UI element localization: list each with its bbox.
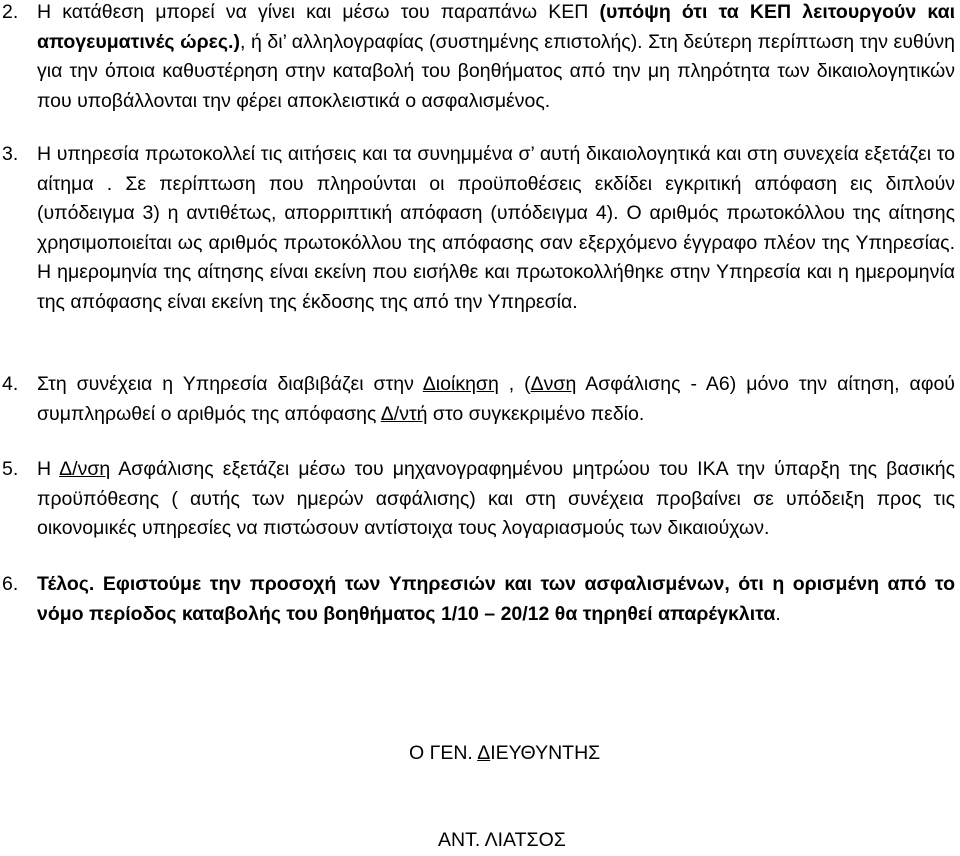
list-item-5 <box>0 455 955 544</box>
item-number: 4. <box>2 373 19 395</box>
item-text: Η κατάθεση μπορεί να γίνει και μέσω του παραπάνω ΚΕΠ <box>37 1 600 23</box>
list-item-3 <box>0 140 955 317</box>
signature-title-underlined: Δ <box>477 742 491 764</box>
item-bold-text: Τέλος. Εφιστούμε την προσοχή των Υπηρεσιών και των ασφαλισμένων, ότι η ορισμένη από το νόμο περίοδος καταβολής του βοηθήματος 1/10 – 20/12 θα τηρηθεί απαρέγκλιτα <box>37 573 955 625</box>
signature-title-text <box>409 739 600 769</box>
item-number: 6. <box>2 573 19 595</box>
item-bold-text: (υπόψη ότι τα ΚΕΠ λειτουργούν και απογευματινές ώρες.) <box>37 1 955 53</box>
item-underlined-text: Διοίκηση <box>422 373 499 395</box>
list-item-4 <box>0 370 955 429</box>
item-underlined-text: Δ/ντή <box>380 402 428 425</box>
signature-name-text: ΑΝΤ. ΛΙΑΤΣΟΣ <box>438 829 566 851</box>
item-underlined-text: Δ/νση <box>59 458 111 480</box>
item-text: Στη συνέχεια η Υπηρεσία διαβιβάζει στην <box>37 373 423 395</box>
item-text: στο συγκεκριμένο πεδίο. <box>427 402 645 425</box>
item-body <box>37 0 955 116</box>
item-text: Ασφάλισης εξετάζει μέσω του μηχανογραφημένου μητρώου του ΙΚΑ την ύπαρξη της βασικής προϋπόθεσης ( αυτής των ημερών ασφάλισης) και στη συνέχεια προβαίνει σε υπόδειξη προς τις οικονομικές υπηρεσίες να πιστώσουν αντίστοιχα τους λογαριασμούς των δικαιούχων. <box>37 458 955 539</box>
item-body <box>37 455 955 544</box>
item-number: 3. <box>2 143 19 165</box>
item-text: . <box>775 602 781 625</box>
list-item-2 <box>0 0 955 116</box>
signature-title-suffix: ΙΕΥΘΥΝΤΗΣ <box>490 742 601 764</box>
item-text: Η <box>37 458 60 480</box>
list-item-6 <box>0 570 955 629</box>
item-body <box>37 370 955 429</box>
item-text: , ή δι’ αλληλογραφίας (συστημένης επιστολής). Στη δεύτερη περίπτωση την ευθύνη για την όποια καθυστέρηση στην καταβολή του βοηθήματος από την μη πληρότητα των δικαιολογητικών που υποβάλλονται την φέρει αποκλειστικά ο ασφαλισμένος. <box>37 30 955 112</box>
item-text: , ( <box>498 373 531 395</box>
item-text: Ασφάλισης - Α6) μόνο την αίτηση, αφού συμπληρωθεί ο αριθμός της απόφασης <box>37 373 955 425</box>
item-number: 2. <box>2 1 19 23</box>
item-underlined-text: Δνση <box>530 373 577 395</box>
item-text: Η υπηρεσία πρωτοκολλεί τις αιτήσεις και τα συνημμένα σ’ αυτή δικαιολογητικά και στη συνεχεία εξετάζει το αίτημα . Σε περίπτωση που πληρούνται οι προϋποθέσεις εκδίδει εγκριτική απόφαση εις διπλούν (υπόδειγμα 3) η αντιθέτως, απορριπτική απόφαση (υπόδειγμα 4). Ο αριθμός πρωτοκόλλου της αίτησης χρησιμοποιείται ως αριθμός πρωτοκόλλου της απόφασης σαν εξερχόμενο έγγραφο πλέον της Υπηρεσίας. Η ημερομηνία της αίτησης είναι εκείνη που εισήλθε και πρωτοκολλήθηκε στην Υπηρεσία και η ημερομηνία της απόφασης είναι εκείνη της έκδοσης της από την Υπηρεσία. <box>37 143 955 313</box>
signature-title-prefix: Ο ΓΕΝ. <box>409 742 478 764</box>
item-body <box>37 570 955 629</box>
item-number: 5. <box>2 458 19 480</box>
item-body <box>37 140 955 317</box>
